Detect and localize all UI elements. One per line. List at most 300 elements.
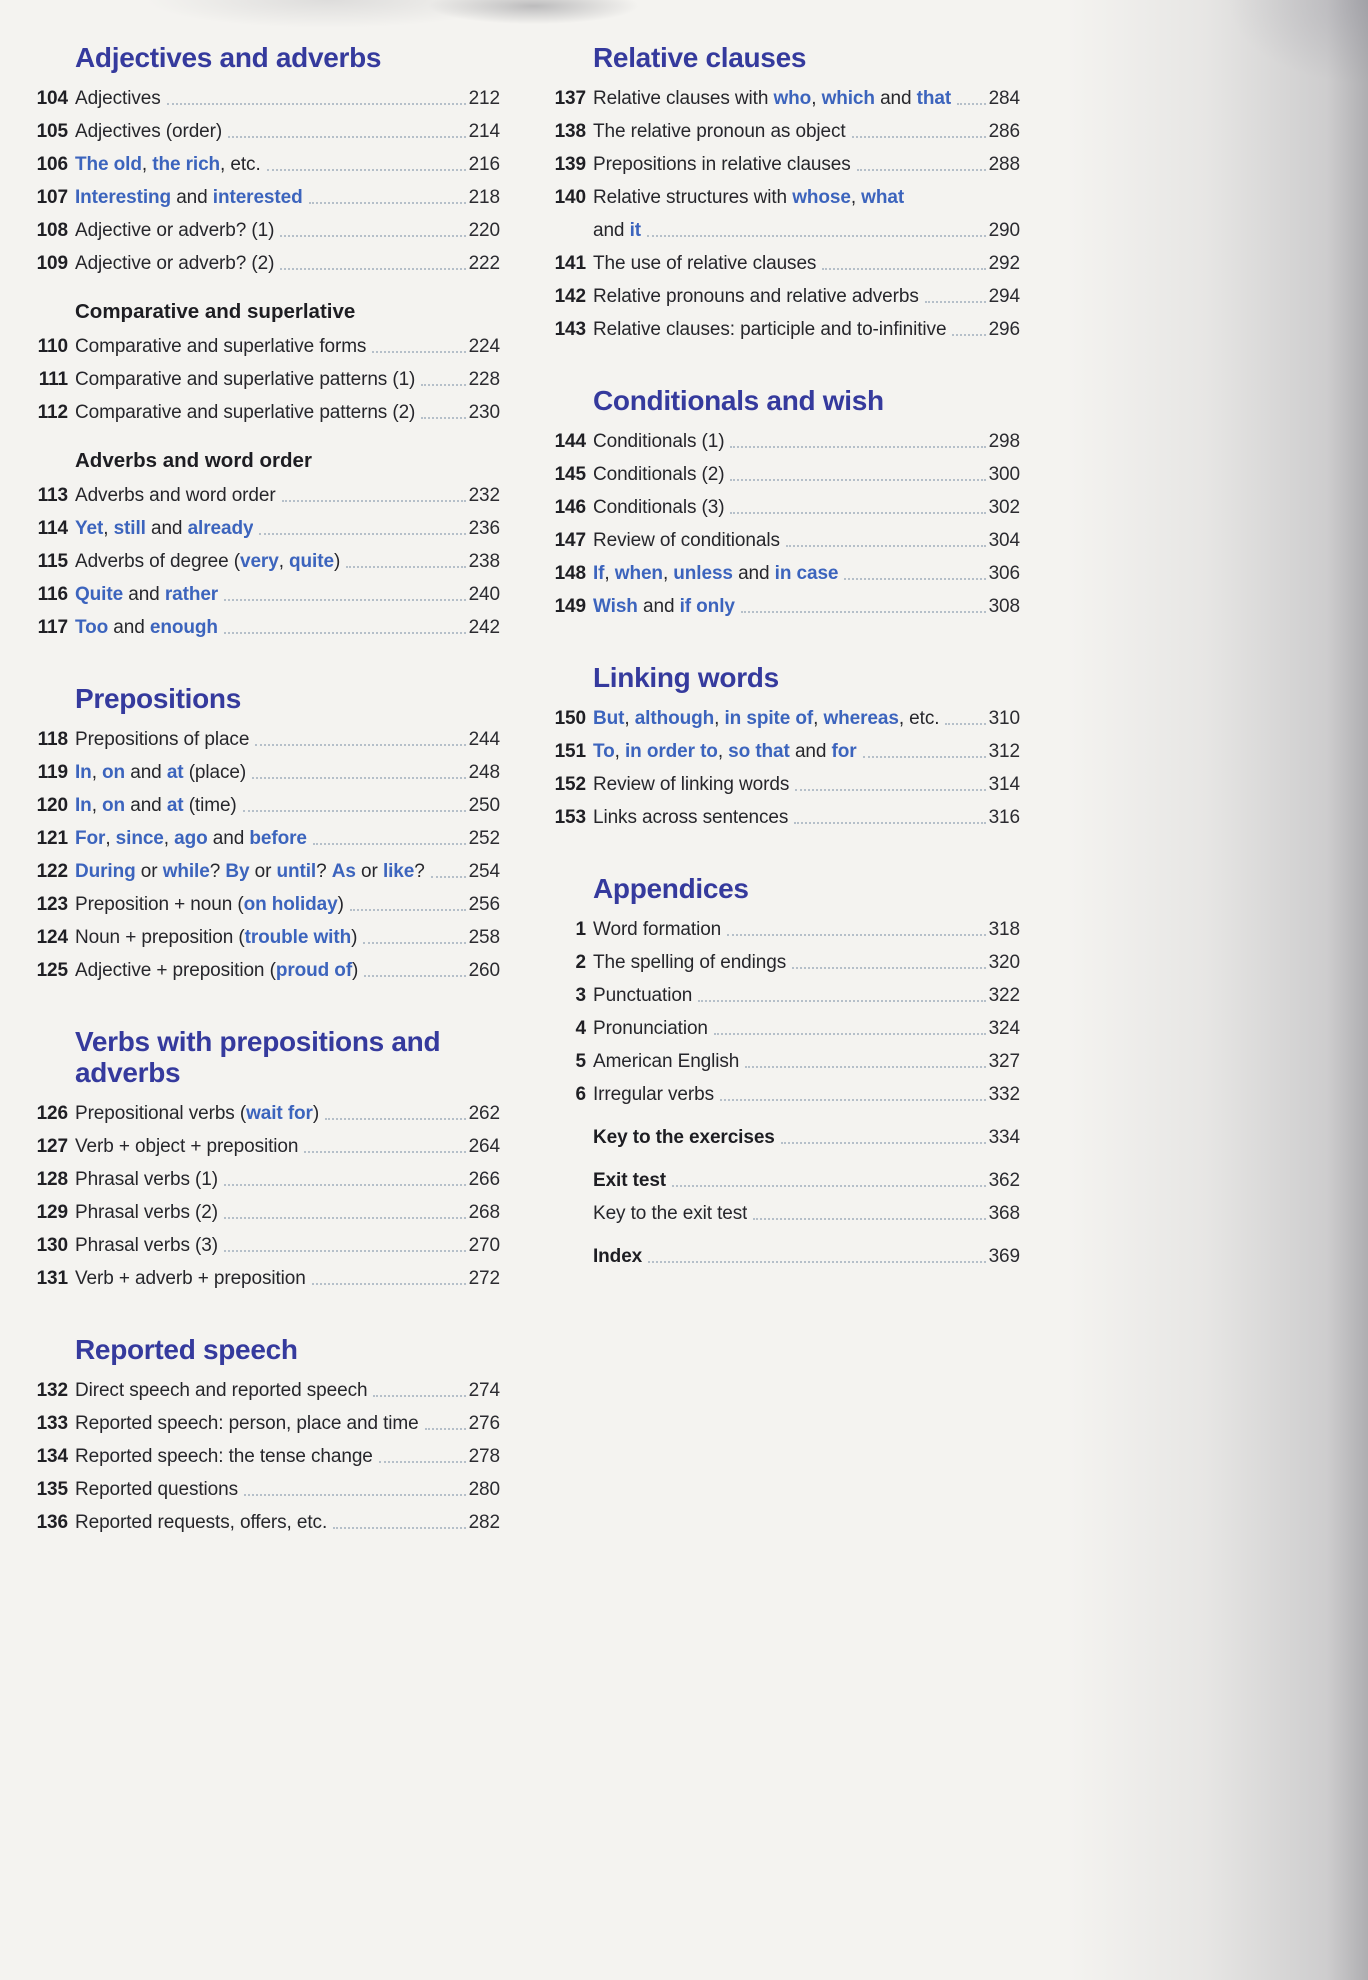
entry-text-segment: Reported speech: the tense change [75, 1446, 373, 1467]
dot-leader [280, 262, 465, 270]
section-heading: Reported speech [75, 1334, 298, 1365]
dot-leader [425, 1422, 466, 1430]
entry-text-segment: and [637, 596, 680, 617]
entry-number: 134 [36, 1446, 68, 1467]
entry-title [593, 497, 724, 518]
section-heading: Linking words [593, 662, 779, 693]
entry-title [593, 1084, 714, 1105]
entry-text-segment: , [811, 88, 822, 109]
dot-leader [745, 1060, 985, 1068]
toc-entry [546, 952, 1020, 973]
toc-entry [28, 220, 500, 241]
entry-keyword: proud of [275, 960, 353, 981]
entry-page-number: 304 [988, 530, 1020, 551]
toc-section [546, 385, 1020, 617]
entry-keyword: if only [679, 596, 735, 617]
entry-page-number: 258 [468, 927, 500, 948]
entry-title [593, 319, 946, 340]
entry-text-segment: ? [316, 861, 332, 882]
entry-page-number: 240 [468, 584, 500, 605]
toc-entry [546, 431, 1020, 452]
entry-title [593, 919, 721, 940]
entry-keyword: since [115, 828, 164, 849]
entry-keyword: in spite of [724, 708, 814, 729]
toc-entry [546, 497, 1020, 518]
dot-leader [957, 97, 985, 105]
entry-title [593, 464, 724, 485]
dot-leader [224, 593, 466, 601]
entry-title [75, 88, 161, 109]
entry-title [593, 431, 724, 452]
entry-page-number: 292 [988, 253, 1020, 274]
entry-text-segment: , [614, 741, 625, 762]
entry-text-segment: Comparative and superlative patterns (2) [75, 402, 416, 423]
toc-section [28, 449, 500, 638]
dot-leader [648, 1255, 985, 1263]
entry-keyword: for [831, 741, 857, 762]
entry-keyword: quite [289, 551, 334, 572]
entry-text-segment: The relative pronoun as object [593, 121, 846, 142]
entry-number: 135 [36, 1479, 68, 1500]
entry-text-segment: Adjective + preposition ( [75, 960, 276, 981]
entry-title [75, 1268, 306, 1289]
entry-text-segment: Preposition + noun ( [75, 894, 244, 915]
entry-page-number: 294 [988, 286, 1020, 307]
entry-title [593, 774, 789, 795]
entry-number: 126 [36, 1103, 68, 1124]
toc-entry [546, 1084, 1020, 1105]
entry-title [75, 861, 425, 882]
entry-keyword: while [162, 861, 210, 882]
toc-entry [28, 1103, 500, 1124]
entry-number: 136 [36, 1512, 68, 1533]
entry-page-number: 216 [468, 154, 500, 175]
entry-keyword: that [916, 88, 952, 109]
entry-title [593, 220, 641, 241]
dot-leader [794, 816, 985, 824]
entry-text-segment: Pronunciation [593, 1018, 708, 1039]
toc-entry [546, 1018, 1020, 1039]
dot-leader [372, 345, 465, 353]
toc-entry [546, 253, 1020, 274]
entry-title [593, 286, 919, 307]
dot-leader [844, 572, 985, 580]
dot-leader [346, 560, 465, 568]
toc-entry [546, 464, 1020, 485]
entry-number: 107 [36, 187, 68, 208]
entry-title [75, 729, 249, 750]
entry-page-number: 260 [468, 960, 500, 981]
entry-number: 108 [36, 220, 68, 241]
toc-section [546, 1170, 1020, 1224]
dot-leader [698, 994, 985, 1002]
entry-page-number: 284 [988, 88, 1020, 109]
entry-page-number: 362 [988, 1170, 1020, 1191]
entry-text-segment: Review of conditionals [593, 530, 780, 551]
entry-text-segment: Key to the exit test [593, 1203, 748, 1224]
entry-keyword: already [187, 518, 254, 539]
entry-text-segment: , [103, 518, 114, 539]
entry-title [75, 1103, 319, 1124]
entry-number: 146 [554, 497, 586, 518]
toc-section [28, 300, 500, 423]
entry-text-segment: (place) [183, 762, 247, 783]
entry-page-number: 222 [468, 253, 500, 274]
toc-entry [28, 369, 500, 390]
toc-section [546, 873, 1020, 1105]
entry-number: 128 [36, 1169, 68, 1190]
toc-entry [28, 551, 500, 572]
entry-number: 150 [554, 708, 586, 729]
entry-text-segment: and [125, 762, 167, 783]
entry-text-segment: , [662, 563, 674, 584]
entry-text-segment: , [278, 551, 290, 572]
entry-page-number: 266 [468, 1169, 500, 1190]
toc-entry [28, 518, 500, 539]
entry-title [75, 154, 261, 175]
dot-leader [304, 1145, 465, 1153]
entry-number: 131 [36, 1268, 68, 1289]
dot-leader [364, 969, 465, 977]
entry-title [593, 563, 838, 584]
entry-keyword: Too [75, 617, 109, 638]
dot-leader [243, 804, 466, 812]
entry-title [75, 253, 274, 274]
entry-page-number: 262 [468, 1103, 500, 1124]
entry-keyword: For [75, 828, 106, 849]
entry-text-segment: Adjectives (order) [75, 121, 223, 142]
dot-leader [255, 738, 465, 746]
toc-entry [546, 919, 1020, 940]
dot-leader [224, 1178, 466, 1186]
entry-text-segment: and [145, 518, 188, 539]
entry-page-number: 280 [468, 1479, 500, 1500]
entry-page-number: 308 [988, 596, 1020, 617]
entry-keyword: trouble with [244, 927, 352, 948]
entry-text-segment: Verb + adverb + preposition [75, 1268, 306, 1289]
entry-text-segment: ) [352, 960, 359, 981]
entry-page-number: 316 [988, 807, 1020, 828]
entry-text-segment: Phrasal verbs (2) [75, 1202, 218, 1223]
entry-text-segment: Verb + object + preposition [75, 1136, 299, 1157]
entry-keyword: But [593, 708, 625, 729]
entry-keyword: when [614, 563, 663, 584]
entry-text-segment: , [91, 762, 103, 783]
entry-page-number: 310 [988, 708, 1020, 729]
entry-page-number: 369 [988, 1246, 1020, 1267]
entry-text-segment: The use of relative clauses [593, 253, 817, 274]
toc-entry [28, 762, 500, 783]
entry-text-segment: Word formation [593, 919, 722, 940]
entry-title [75, 828, 307, 849]
dot-leader [244, 1488, 466, 1496]
dot-leader [730, 440, 985, 448]
dot-leader [282, 494, 466, 502]
toc-entry [546, 154, 1020, 175]
entry-page-number: 286 [988, 121, 1020, 142]
toc-column-left [28, 42, 500, 1545]
entry-keyword: although [634, 708, 715, 729]
entry-keyword: By [225, 861, 250, 882]
entry-page-number: 322 [988, 985, 1020, 1006]
entry-text-segment: Comparative and superlative forms [75, 336, 367, 357]
entry-number: 117 [37, 617, 68, 638]
dot-leader [350, 903, 466, 911]
toc-entry [28, 1268, 500, 1289]
entry-number: 140 [554, 187, 586, 208]
entry-number: 115 [37, 551, 68, 572]
dot-leader [379, 1455, 466, 1463]
entry-number: 143 [554, 319, 586, 340]
toc-entry [28, 927, 500, 948]
toc-entry [28, 729, 500, 750]
entry-keyword: so that [728, 741, 790, 762]
entry-keyword: Yet [75, 518, 104, 539]
entry-keyword: before [249, 828, 307, 849]
section-heading: Adjectives and adverbs [75, 42, 382, 73]
entry-text-segment: Reported questions [75, 1479, 238, 1500]
entry-title [75, 1446, 373, 1467]
entry-title [75, 1479, 238, 1500]
entry-title [75, 762, 246, 783]
entry-title [75, 894, 344, 915]
toc-entry [546, 1246, 1020, 1267]
entry-keyword: what [861, 187, 905, 208]
entry-title [75, 121, 222, 142]
entry-number: 105 [36, 121, 68, 142]
toc-entry [546, 187, 1020, 208]
entry-text-segment: Punctuation [593, 985, 693, 1006]
entry-title [75, 927, 357, 948]
entry-number: 127 [36, 1136, 68, 1157]
entry-number: 116 [37, 584, 68, 605]
entry-keyword: it [629, 220, 641, 241]
toc-entry [28, 1479, 500, 1500]
entry-keyword: whose [792, 187, 851, 208]
entry-text-segment: ) [333, 551, 341, 572]
dot-leader [647, 229, 986, 237]
entry-title [75, 187, 303, 208]
entry-page-number: 250 [468, 795, 500, 816]
entry-title [593, 1127, 775, 1148]
toc-entry [28, 1235, 500, 1256]
entry-page-number: 264 [468, 1136, 500, 1157]
toc-entry [28, 187, 500, 208]
entry-text-segment: Index [593, 1246, 643, 1267]
entry-text-segment: and [123, 584, 165, 605]
entry-page-number: 248 [468, 762, 500, 783]
dot-leader [259, 527, 465, 535]
entry-text-segment: Comparative and superlative patterns (1) [75, 369, 416, 390]
entry-keyword: rather [164, 584, 219, 605]
entry-text-segment: ? [414, 861, 425, 882]
entry-page-number: 236 [468, 518, 500, 539]
toc-section [28, 1026, 500, 1289]
entry-page-number: 298 [988, 431, 1020, 452]
entry-page-number: 212 [468, 88, 500, 109]
dot-leader [280, 229, 465, 237]
entry-text-segment: (time) [183, 795, 237, 816]
toc-entry [28, 1413, 500, 1434]
entry-text-segment: Review of linking words [593, 774, 790, 795]
entry-text-segment: Adjective or adverb? (2) [75, 253, 275, 274]
entry-page-number: 268 [468, 1202, 500, 1223]
entry-title [593, 1203, 747, 1224]
entry-text-segment: ) [312, 1103, 320, 1124]
entry-page-number: 218 [468, 187, 500, 208]
entry-page-number: 254 [468, 861, 500, 882]
entry-number: 119 [37, 762, 68, 783]
toc-section [546, 1246, 1020, 1267]
entry-text-segment: Reported requests, offers, etc. [75, 1512, 328, 1533]
entry-text-segment: Links across sentences [593, 807, 789, 828]
entry-keyword: The old [75, 154, 142, 175]
entry-title [75, 1202, 218, 1223]
entry-text-segment: Phrasal verbs (3) [75, 1235, 218, 1256]
entry-keyword: If [593, 563, 605, 584]
dot-leader [373, 1389, 465, 1397]
entry-title [593, 1170, 666, 1191]
dot-leader [792, 961, 985, 969]
toc-entry [28, 617, 500, 638]
entry-text-segment: and [732, 563, 775, 584]
entry-text-segment: Adverbs of degree ( [75, 551, 240, 572]
entry-number: 133 [36, 1413, 68, 1434]
entry-number: 141 [554, 253, 586, 274]
toc-entry [546, 319, 1020, 340]
toc-entry [546, 530, 1020, 551]
entry-number: 122 [36, 861, 68, 882]
dot-leader [720, 1093, 986, 1101]
entry-keyword: ago [174, 828, 208, 849]
entry-number: 114 [37, 518, 68, 539]
entry-keyword: which [821, 88, 875, 109]
toc-entry [28, 1512, 500, 1533]
dot-leader [312, 1277, 466, 1285]
toc-entry [546, 985, 1020, 1006]
entry-number: 129 [36, 1202, 68, 1223]
entry-number: 148 [554, 563, 586, 584]
dot-leader [863, 750, 986, 758]
entry-number: 123 [36, 894, 68, 915]
entry-number: 124 [36, 927, 68, 948]
entry-title [593, 952, 786, 973]
toc-entry [28, 795, 500, 816]
entry-page-number: 302 [988, 497, 1020, 518]
entry-title [75, 485, 276, 506]
entry-page-number: 278 [468, 1446, 500, 1467]
dot-leader [313, 837, 466, 845]
entry-number: 3 [575, 985, 586, 1006]
entry-text-segment: ) [351, 927, 358, 948]
dot-leader [781, 1136, 986, 1144]
entry-text-segment: and [593, 220, 630, 241]
entry-title [593, 253, 816, 274]
toc-entry [28, 584, 500, 605]
entry-title [75, 220, 274, 241]
entry-number: 113 [37, 485, 68, 506]
entry-keyword: at [166, 795, 184, 816]
entry-page-number: 228 [468, 369, 500, 390]
entry-page-number: 244 [468, 729, 500, 750]
entry-number: 1 [575, 919, 586, 940]
entry-title [593, 708, 939, 729]
entry-page-number: 256 [468, 894, 500, 915]
toc-section [28, 42, 500, 274]
entry-title [593, 154, 851, 175]
dot-leader [228, 130, 466, 138]
toc-entry [28, 88, 500, 109]
entry-page-number: 327 [988, 1051, 1020, 1072]
entry-text-segment: Noun + preposition ( [75, 927, 245, 948]
entry-text-segment: or [249, 861, 277, 882]
dot-leader [730, 506, 985, 514]
entry-number: 6 [575, 1084, 586, 1105]
entry-page-number: 230 [468, 402, 500, 423]
section-heading: Conditionals and wish [593, 385, 884, 416]
entry-keyword: During [75, 861, 136, 882]
entry-text-segment: Conditionals (3) [593, 497, 725, 518]
entry-title [75, 402, 415, 423]
entry-text-segment: Adverbs and word order [75, 485, 276, 506]
toc-entry [28, 894, 500, 915]
entry-number: 110 [37, 336, 68, 357]
entry-title [75, 518, 253, 539]
toc-entry [546, 596, 1020, 617]
entry-page-number: 334 [988, 1127, 1020, 1148]
entry-page-number: 232 [468, 485, 500, 506]
entry-page-number: 282 [468, 1512, 500, 1533]
entry-page-number: 288 [988, 154, 1020, 175]
entry-title [593, 1018, 708, 1039]
entry-number: 153 [554, 807, 586, 828]
entry-text-segment: Prepositional verbs ( [75, 1103, 247, 1124]
dot-leader [421, 378, 465, 386]
entry-number: 139 [554, 154, 586, 175]
entry-page-number: 318 [988, 919, 1020, 940]
entry-keyword: on [102, 795, 126, 816]
entry-keyword: enough [149, 617, 218, 638]
toc-entry [28, 121, 500, 142]
entry-number: 5 [575, 1051, 586, 1072]
toc-entry [546, 1170, 1020, 1191]
entry-keyword: very [239, 551, 279, 572]
entry-text-segment: Irregular verbs [593, 1084, 714, 1105]
entry-title [75, 369, 415, 390]
entry-page-number: 274 [468, 1380, 500, 1401]
entry-text-segment: American English [593, 1051, 740, 1072]
entry-text-segment: , [604, 563, 615, 584]
entry-number: 112 [37, 402, 68, 423]
entry-keyword: interested [212, 187, 303, 208]
toc-entry [546, 807, 1020, 828]
entry-number: 142 [554, 286, 586, 307]
toc-entry [28, 1446, 500, 1467]
entry-text-segment: , [624, 708, 635, 729]
entry-keyword: Interesting [75, 187, 172, 208]
entry-text-segment: and [108, 617, 150, 638]
entry-text-segment: , [717, 741, 729, 762]
entry-title [75, 1136, 298, 1157]
dot-leader [741, 605, 986, 613]
entry-number: 106 [36, 154, 68, 175]
entry-page-number: 312 [988, 741, 1020, 762]
entry-number: 152 [554, 774, 586, 795]
dot-leader [167, 97, 466, 105]
toc-entry [28, 828, 500, 849]
entry-title [75, 1235, 218, 1256]
entry-text-segment: , [141, 154, 153, 175]
